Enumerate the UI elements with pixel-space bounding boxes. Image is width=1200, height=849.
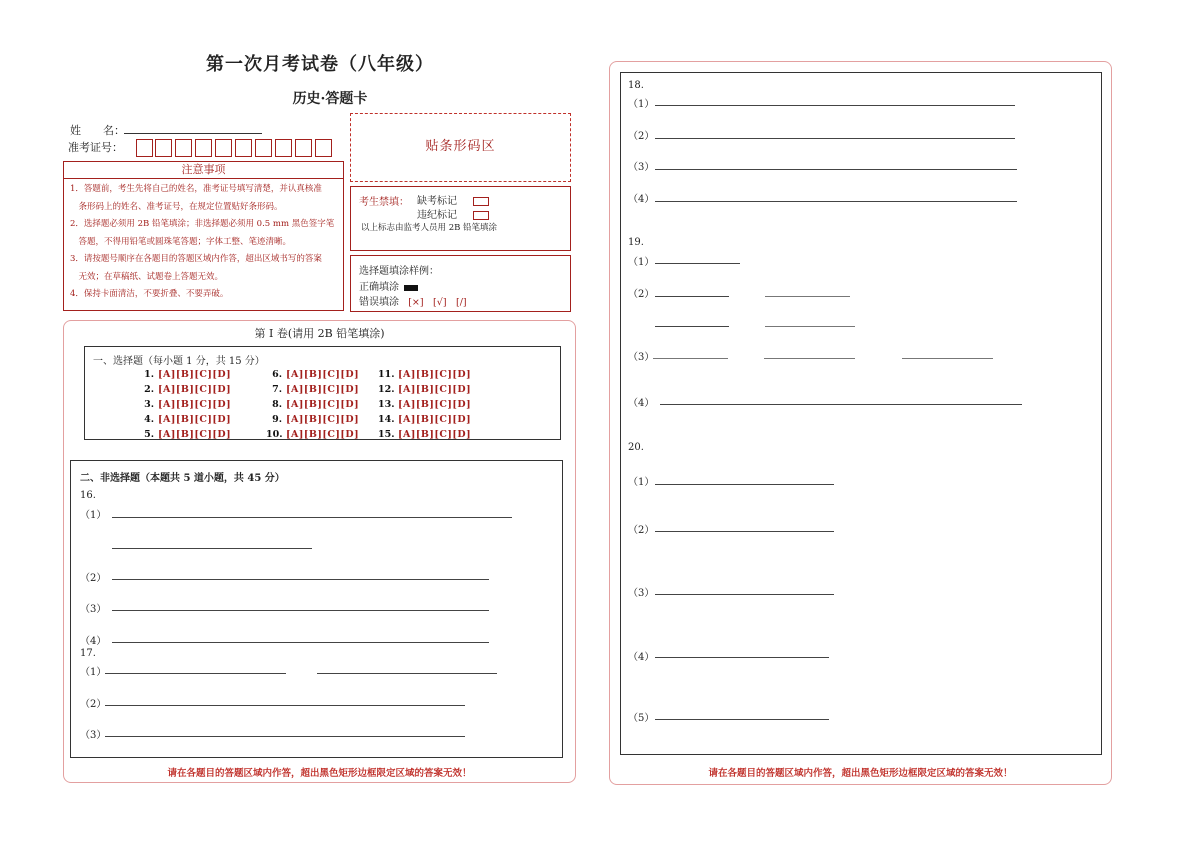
q19-number: 19. (628, 237, 644, 248)
barcode-area (350, 113, 571, 182)
answer-line[interactable] (653, 358, 728, 359)
question-number: 2. (144, 384, 154, 395)
notice-item: 条形码上的姓名、准考证号，在规定位置贴好条形码。 (70, 201, 283, 212)
mc-options[interactable]: [A][B][C][D] (158, 414, 232, 425)
answer-line[interactable] (112, 642, 489, 643)
wrong-fill-label: 错误填涂 (359, 297, 399, 308)
question-number: 6. (272, 369, 282, 380)
prohibit-label: 考生禁填： (359, 197, 409, 208)
barcode-label: 贴条形码区 (425, 139, 496, 154)
id-digit-box[interactable] (315, 139, 332, 157)
wrong-fill-row (359, 293, 467, 308)
answer-line[interactable] (902, 358, 993, 359)
q18-sub3-label: （3） (628, 162, 655, 173)
right-footer-warning: 请在各题目的答题区域内作答，超出黑色矩形边框限定区域的答案无效！ (708, 768, 1013, 779)
q18-sub1-label: （1） (628, 99, 655, 110)
id-digit-box[interactable] (275, 139, 292, 157)
id-digit-box[interactable] (255, 139, 272, 157)
exam-title: 第一次月考试卷（八年级） (206, 54, 434, 75)
mc-options[interactable]: [A][B][C][D] (398, 399, 472, 410)
mc-options[interactable]: [A][B][C][D] (286, 414, 360, 425)
question-number: 3. (144, 399, 154, 410)
mc-section-title: 一、选择题（每小题 1 分，共 15 分） (93, 356, 265, 367)
mc-options[interactable]: [A][B][C][D] (158, 399, 232, 410)
q20-sub3-label: （3） (628, 588, 655, 599)
mc-question[interactable] (266, 384, 359, 395)
notice-item: 答题，不得用铅笔或圆珠笔答题；字体工整、笔迹清晰。 (70, 236, 292, 247)
question-number: 15. (378, 429, 395, 439)
mc-question[interactable] (378, 384, 471, 395)
id-digit-box[interactable] (136, 139, 153, 157)
q19-sub1-label: （1） (628, 257, 655, 268)
id-digit-box[interactable] (155, 139, 172, 157)
answer-line[interactable] (112, 548, 312, 549)
question-number: 4. (144, 414, 154, 425)
name-label: 姓 名： (70, 124, 125, 137)
mc-options[interactable]: [A][B][C][D] (286, 384, 360, 395)
question-number: 10. (266, 429, 283, 439)
q19-sub2-label: （2） (628, 289, 655, 300)
mc-options[interactable]: [A][B][C][D] (158, 429, 232, 439)
mc-question[interactable] (378, 414, 471, 425)
notice-title: 注意事项 (64, 162, 343, 179)
q20-sub1-label: （1） (628, 477, 655, 488)
answer-line[interactable] (655, 263, 740, 264)
answer-line[interactable] (655, 657, 829, 658)
mc-options[interactable]: [A][B][C][D] (158, 384, 232, 395)
mc-options[interactable]: [A][B][C][D] (398, 429, 472, 439)
answer-line[interactable] (655, 484, 834, 485)
q18-sub4-label: （4） (628, 194, 655, 205)
absent-mark-label: 缺考标记 (417, 196, 457, 207)
question-number: 14. (378, 414, 395, 425)
answer-sheet-subtitle: 历史·答题卡 (292, 91, 368, 107)
answer-line[interactable] (112, 610, 489, 611)
q18-number: 18. (628, 80, 644, 91)
part1-title: 第 I 卷(请用 2B 铅笔填涂) (254, 327, 385, 340)
mc-question[interactable] (138, 369, 231, 380)
mc-question[interactable] (266, 429, 359, 439)
mc-options[interactable]: [A][B][C][D] (286, 369, 360, 380)
violation-mark-box[interactable] (473, 211, 489, 220)
absent-mark-row (417, 192, 489, 207)
answer-line[interactable] (655, 169, 1017, 170)
question-number: 13. (378, 399, 395, 410)
mc-question[interactable] (378, 369, 471, 380)
q20-number: 20. (628, 442, 644, 453)
answer-line[interactable] (655, 105, 1015, 106)
fill-example-panel (350, 255, 571, 312)
mc-options[interactable]: [A][B][C][D] (286, 399, 360, 410)
notice-item: 2．选择题必须用 2B 铅笔填涂；非选择题必须用 0.5 mm 黑色签字笔 (70, 219, 335, 229)
absent-mark-box[interactable] (473, 197, 489, 206)
notice-item: 4．保持卡面清洁，不要折叠、不要弄破。 (70, 289, 229, 299)
id-digit-box[interactable] (175, 139, 192, 157)
mc-options[interactable]: [A][B][C][D] (398, 384, 472, 395)
answer-line[interactable] (105, 673, 286, 674)
proctor-note: 以上标志由监考人员用 2B 铅笔填涂 (361, 223, 498, 233)
q20-sub5-label: （5） (628, 713, 655, 724)
violation-mark-row (417, 206, 489, 221)
proctor-mark-panel (350, 186, 571, 251)
question-number: 8. (272, 399, 282, 410)
question-number: 12. (378, 384, 395, 395)
correct-fill-label: 正确填涂 (359, 282, 399, 293)
correct-fill-row (359, 278, 418, 293)
wrong-fill-marks: [×] [√] [/] (408, 297, 467, 308)
answer-line[interactable] (317, 673, 497, 674)
mc-question[interactable] (378, 399, 471, 410)
id-digit-box[interactable] (295, 139, 312, 157)
filled-box-icon (404, 285, 418, 291)
mc-question[interactable] (138, 384, 231, 395)
answer-line[interactable] (105, 705, 465, 706)
mc-question[interactable] (138, 399, 231, 410)
question-number: 5. (144, 429, 154, 439)
answer-line[interactable] (655, 719, 829, 720)
question-number: 11. (378, 369, 395, 380)
fill-example-title: 选择题填涂样例： (359, 266, 439, 277)
mc-question[interactable] (266, 369, 359, 380)
q17-sub3-label: （3） (80, 730, 107, 741)
mc-question[interactable] (138, 429, 231, 439)
q16-sub2-label: （2） (80, 573, 107, 584)
question-number: 7. (272, 384, 282, 395)
q16-sub3-label: （3） (80, 604, 107, 615)
q16-sub1-label: （1） (80, 510, 107, 521)
answer-line[interactable] (655, 296, 729, 297)
q20-sub4-label: （4） (628, 652, 655, 663)
mc-question[interactable] (138, 414, 231, 425)
id-digit-box[interactable] (195, 139, 212, 157)
exam-id-label: 准考证号： (68, 141, 123, 154)
notice-panel (63, 161, 344, 311)
question-number: 9. (272, 414, 282, 425)
answer-line[interactable] (764, 358, 855, 359)
part2-section-title: 二、非选择题（本题共 5 道小题，共 45 分） (80, 473, 285, 484)
name-field[interactable] (124, 132, 262, 134)
answer-line[interactable] (655, 594, 834, 595)
q16-sub4-label: （4） (80, 636, 107, 647)
q18-sub2-label: （2） (628, 131, 655, 142)
answer-line[interactable] (655, 326, 729, 327)
answer-line[interactable] (112, 579, 489, 580)
answer-line[interactable] (765, 296, 850, 297)
q17-sub2-label: （2） (80, 699, 107, 710)
answer-line[interactable] (655, 138, 1015, 139)
q17-sub1-label: （1） (80, 667, 107, 678)
q17-number: 17. (80, 648, 96, 659)
id-digit-box[interactable] (235, 139, 252, 157)
mc-options[interactable]: [A][B][C][D] (286, 429, 360, 439)
mc-options[interactable]: [A][B][C][D] (398, 414, 472, 425)
answer-line[interactable] (655, 531, 834, 532)
q19-sub3-label: （3） (628, 352, 655, 363)
mc-options[interactable]: [A][B][C][D] (398, 369, 472, 380)
mc-question[interactable] (378, 429, 471, 439)
right-answer-box (620, 72, 1102, 755)
answer-line[interactable] (105, 736, 465, 737)
left-footer-warning: 请在各题目的答题区域内作答，超出黑色矩形边框限定区域的答案无效！ (167, 768, 472, 779)
violation-mark-label: 违纪标记 (417, 210, 457, 221)
notice-item: 1．答题前，考生先将自己的姓名，准考证号填写清楚，并认真核准 (70, 184, 322, 194)
notice-item: 无效；在草稿纸、试题卷上答题无效。 (70, 271, 224, 282)
answer-line[interactable] (765, 326, 855, 327)
answer-line[interactable] (112, 517, 512, 518)
answer-line[interactable] (660, 404, 1022, 405)
mc-question[interactable] (266, 414, 359, 425)
q19-sub4-label: （4） (628, 398, 655, 409)
id-digit-box[interactable] (215, 139, 232, 157)
mc-options[interactable]: [A][B][C][D] (158, 369, 232, 380)
non-choice-box (70, 460, 563, 758)
q16-number: 16. (80, 490, 96, 501)
q20-sub2-label: （2） (628, 525, 655, 536)
notice-item: 3．请按题号顺序在各题目的答题区域内作答，超出区域书写的答案 (70, 254, 322, 264)
mc-question[interactable] (266, 399, 359, 410)
answer-line[interactable] (655, 201, 1017, 202)
question-number: 1. (144, 369, 154, 380)
